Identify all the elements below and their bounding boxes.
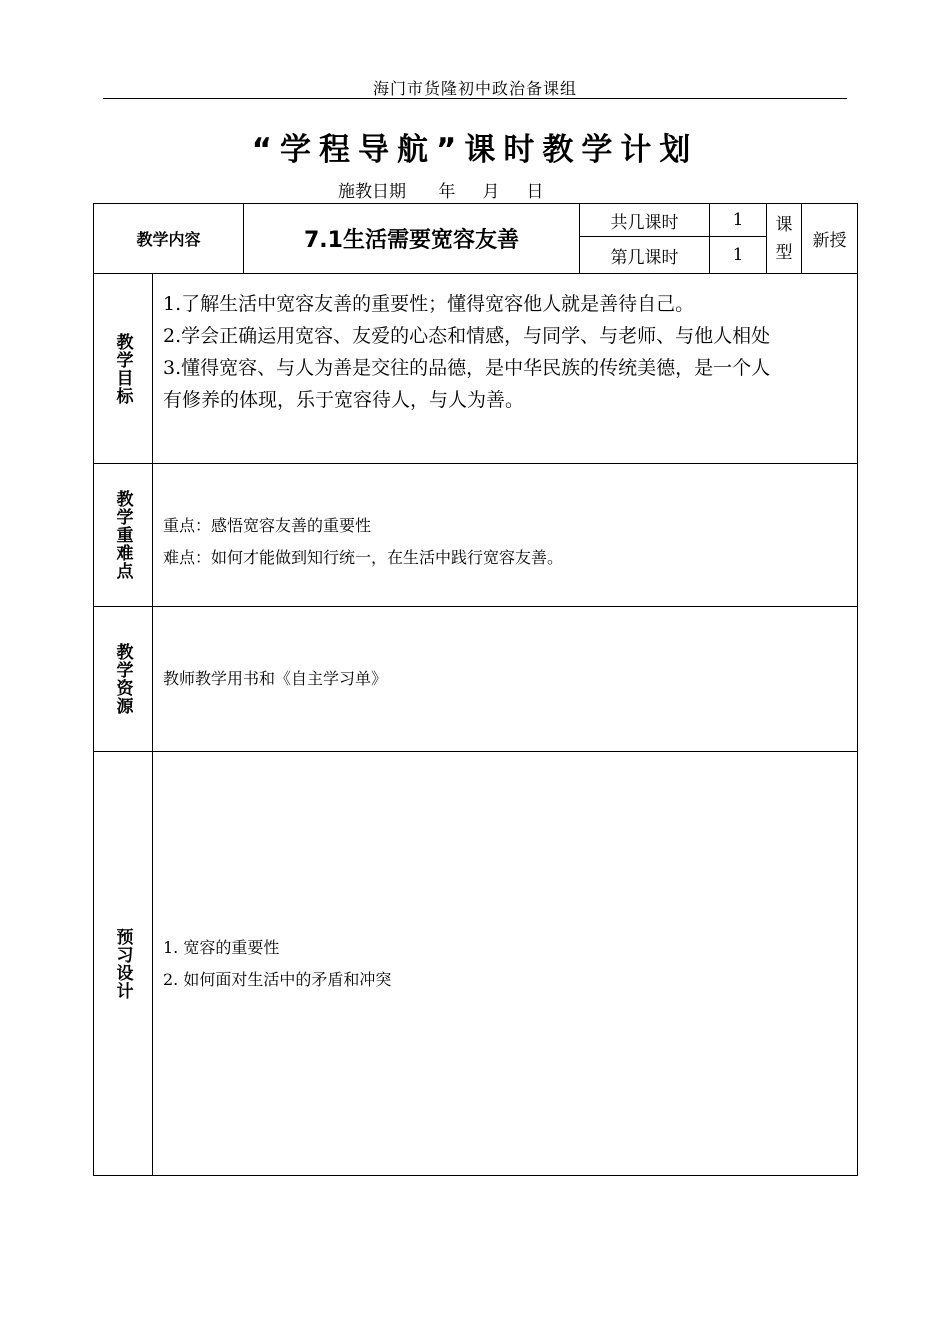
resources-label: 教学资源 <box>93 606 153 752</box>
total-lessons-value: 1 <box>709 203 767 237</box>
keypoint-line: 难点：如何才能做到知行统一，在生活中践行宽容友善。 <box>163 548 564 567</box>
preview-line: 2. 如何面对生活中的矛盾和冲突 <box>163 969 392 989</box>
goals-body <box>152 273 858 464</box>
goals-label: 教学目标 <box>93 273 153 464</box>
page-title: “学程导航”课时教学计划 <box>251 132 699 168</box>
lesson-type-label: 课型 <box>766 203 802 274</box>
keypoints-label: 教学重难点 <box>93 463 153 607</box>
goal-line: 1.了解生活中宽容友善的重要性；懂得宽容他人就是善待自己。 <box>163 293 695 315</box>
header-org: 海门市货隆初中政治备课组 <box>372 79 577 98</box>
keypoints-body <box>152 463 858 607</box>
preview-body <box>152 751 858 1176</box>
header-rule <box>103 98 847 99</box>
preview-label: 预习设计 <box>93 751 153 1176</box>
lesson-type-value: 新授 <box>801 203 858 274</box>
goal-line: 3.懂得宽容、与人为善是交往的品德，是中华民族的传统美德，是一个人 <box>163 357 771 379</box>
preview-line: 1. 宽容的重要性 <box>163 937 280 957</box>
goal-line: 有修养的体现，乐于宽容待人，与人为善。 <box>163 389 525 411</box>
lesson-title: 7.1生活需要宽容友善 <box>243 203 580 274</box>
nth-lesson-value: 1 <box>709 236 767 274</box>
goal-line: 2.学会正确运用宽容、友爱的心态和情感，与同学、与老师、与他人相处 <box>163 325 771 347</box>
keypoint-line: 重点：感悟宽容友善的重要性 <box>163 516 372 535</box>
resources-body <box>152 606 858 752</box>
nth-lesson-label: 第几课时 <box>579 236 710 274</box>
date-line: 施教日期 年 月 日 <box>338 182 544 202</box>
content-label: 教学内容 <box>93 203 244 274</box>
total-lessons-label: 共几课时 <box>579 203 710 237</box>
resource-line: 教师教学用书和《自主学习单》 <box>163 669 388 688</box>
